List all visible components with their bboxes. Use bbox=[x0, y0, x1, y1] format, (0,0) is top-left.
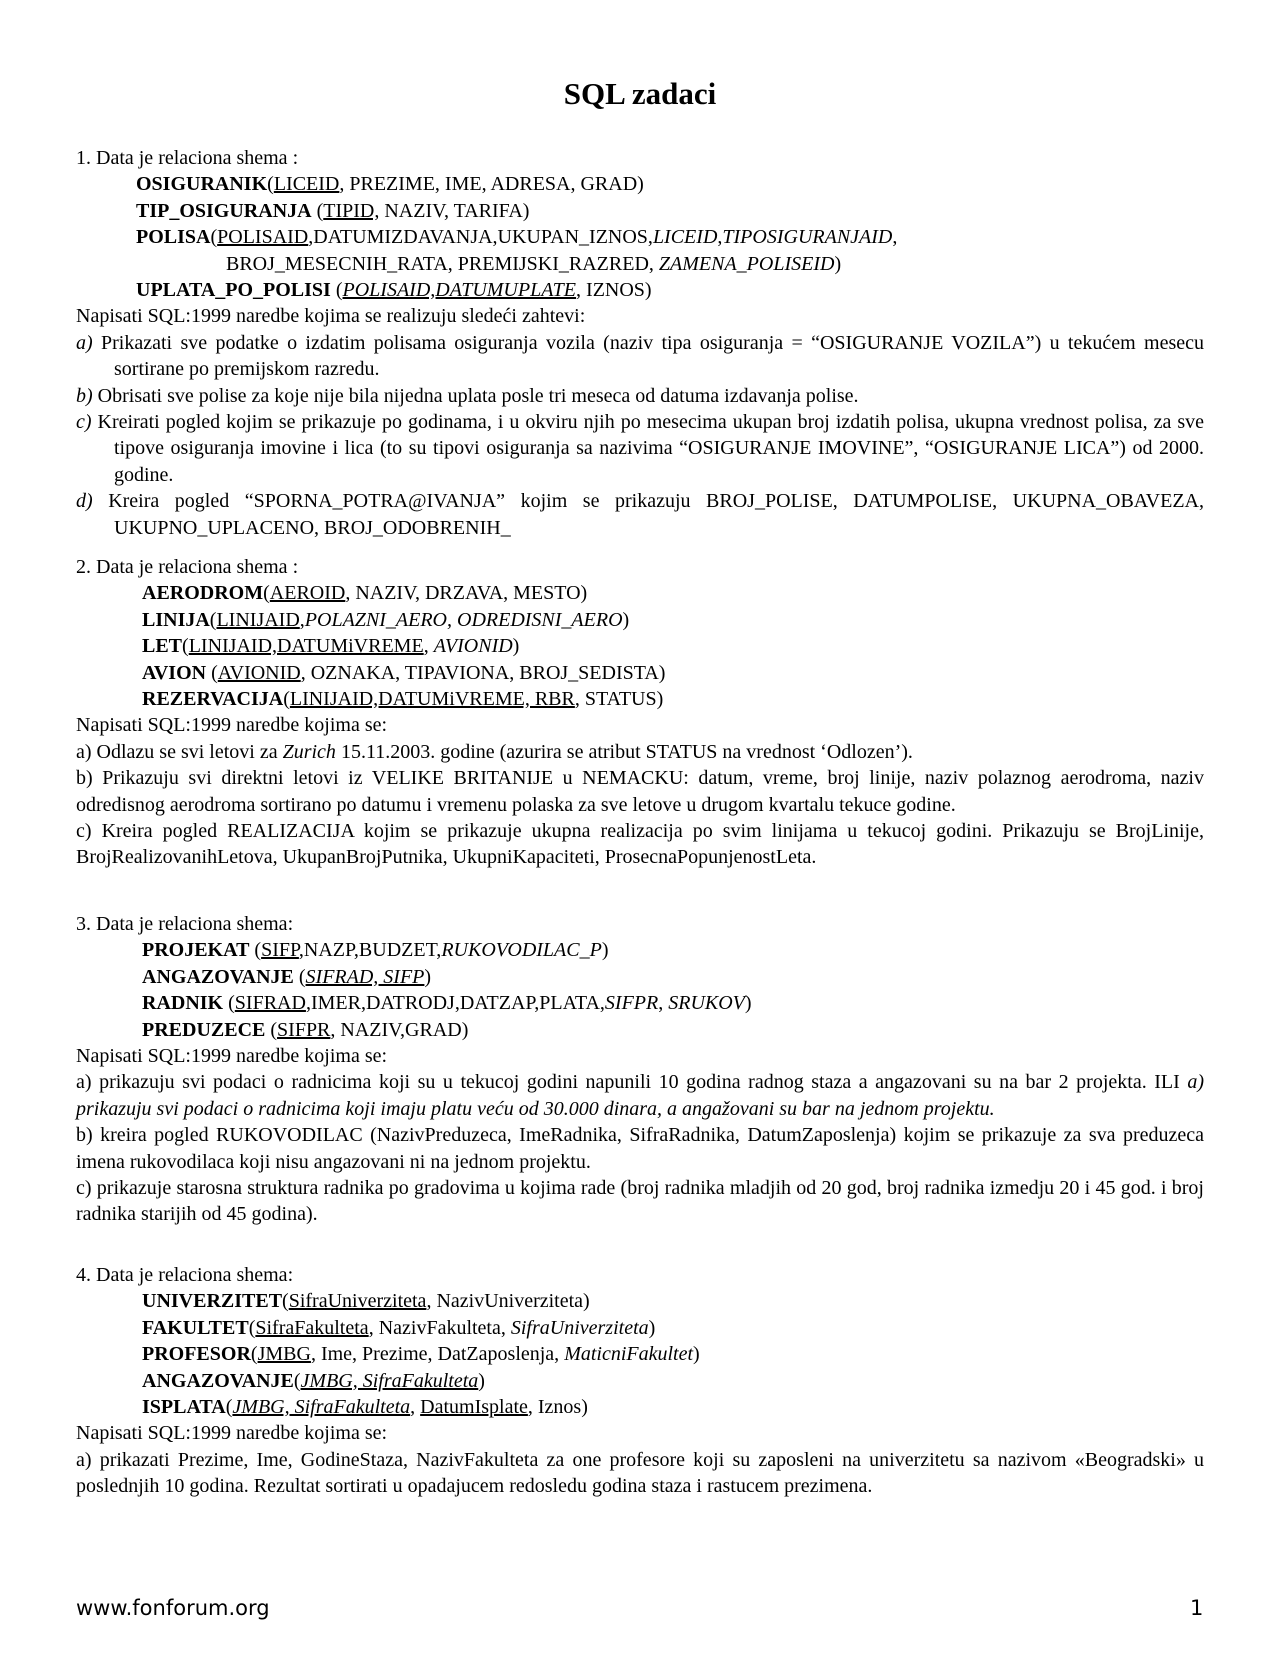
task-heading: 2. Data je relaciona shema : bbox=[76, 556, 299, 578]
relation-univerzitet: UNIVERZITET(SifraUniverziteta, NazivUniverziteta) bbox=[142, 1290, 590, 1313]
relation-linija: LINIJA(LINIJAID,POLAZNI_AERO, ODREDISNI_AERO) bbox=[142, 608, 630, 631]
requirement-b: b) kreira pogled RUKOVODILAC (NazivPreduzeca, ImeRadnika, SifraRadnika, DatumZaposlenja) kojim se prikazuje za sva preduzeca imena rukovodilaca koji nisu angazovani ni na jednom projektu. bbox=[76, 1124, 1204, 1173]
relation-angazovanje: ANGAZOVANJE(JMBG, SifraFakulteta) bbox=[142, 1369, 485, 1392]
relation-uplata-po-polisi: UPLATA_PO_POLISI (POLISAID,DATUMUPLATE, IZNOS) bbox=[136, 279, 652, 302]
relation-avion: AVION (AVIONID, OZNAKA, TIPAVIONA, BROJ_SEDISTA) bbox=[142, 661, 666, 684]
task-4 bbox=[76, 1262, 1204, 1500]
task-instruction: Napisati SQL:1999 naredbe kojima se realizuju sledeći zahtevi: bbox=[76, 305, 586, 328]
requirement-a: a) prikazati Prezime, Ime, GodineStaza, NazivFakulteta za one profesore koji su zaposleni na univerzitetu sa nazivom «Beogradski» u poslednjih 10 godina. Rezultat sortirati u opadajucem redosledu godina staza i rastucem prezimena. bbox=[76, 1448, 1204, 1498]
relation-tip-osiguranja: TIP_OSIGURANJA (TIPID, NAZIV, TARIFA) bbox=[136, 199, 530, 222]
requirement-c: c) Kreira pogled REALIZACIJA kojim se prikazuje ukupna realizacija po svim linijama u tekucoj godini. Prikazuju se BrojLinije, BrojRealizovanihLetova, UkupanBrojPutnika, UkupniKapaciteti, ProsecnaPopunjenostLeta. bbox=[76, 820, 1204, 869]
relation-aerodrom: AERODROM(AEROID, NAZIV, DRZAVA, MESTO) bbox=[142, 582, 588, 605]
relation-profesor: PROFESOR(JMBG, Ime, Prezime, DatZaposlenja, MaticniFakultet) bbox=[142, 1343, 700, 1366]
task-1 bbox=[76, 145, 1204, 541]
relation-angazovanje: ANGAZOVANJE (SIFRAD, SIFP) bbox=[142, 965, 432, 988]
requirement-b: b) Obrisati sve polise za koje nije bila nijedna uplata posle tri meseca od datuma izdavanja polise. bbox=[76, 384, 859, 407]
task-instruction: Napisati SQL:1999 naredbe kojima se: bbox=[76, 1045, 388, 1068]
task-2 bbox=[76, 554, 1204, 871]
requirement-d: d) Kreira pogled “SPORNA_POTRA@IVANJA” kojim se prikazuju BROJ_POLISE, DATUMPOLISE, UKUPNA_OBAVEZA, UKUPNO_UPLACENO, BROJ_ODOBRENIH_ bbox=[76, 490, 1204, 539]
requirement-c: c) Kreirati pogled kojim se prikazuje po godinama, i u okviru njih po mesecima ukupan broj izdatih polisa, ukupna vrednost polisa, za sve tipove osiguranja imovine i lica (to su tipovi osiguranja sa nazivima “OSIGURANJE IMOVINE”, “OSIGURANJE LICA”) od 2000. godine. bbox=[76, 411, 1204, 486]
relation-polisa: POLISA(POLISAID,DATUMIZDAVANJA,UKUPAN_IZNOS,LICEID,TIPOSIGURANJAID, BROJ_MESECNIH_RATA, PREMIJSKI_RAZRED, ZAMENA_POLISEID) bbox=[136, 226, 898, 275]
relation-let: LET(LINIJAID,DATUMiVREME, AVIONID) bbox=[142, 635, 520, 658]
requirement-a: a) Odlazu se svi letovi za Zurich 15.11.2003. godine (azurira se atribut STATUS na vrednost ‘Odlozen’). bbox=[76, 740, 913, 763]
task-heading: 4. Data je relaciona shema: bbox=[76, 1264, 294, 1286]
footer-website: www.fonforum.org bbox=[76, 1596, 270, 1620]
relation-fakultet: FAKULTET(SifraFakulteta, NazivFakulteta, SifraUniverziteta) bbox=[142, 1316, 656, 1339]
requirement-c: c) prikazuje starosna struktura radnika po gradovima u kojima rade (broj radnika mladjih od 20 god, broj radnika izmedju 20 i 45 god. i broj radnika starijih od 45 godina). bbox=[76, 1177, 1204, 1226]
task-instruction: Napisati SQL:1999 naredbe kojima se: bbox=[76, 714, 388, 737]
requirement-a: a) Prikazati sve podatke o izdatim polisama osiguranja vozila (naziv tipa osiguranja = “OSIGURANJE VOZILA”) u tekućem mesecu sortirane po premijskom razredu. bbox=[76, 331, 1204, 381]
requirement-a: a) prikazuju svi podaci o radnicima koji su u tekucoj godini napunili 10 godina radnog staza a angazovani su na bar 2 projekta. ILI a) prikazuju svi podaci o radnicima koji imaju platu veću od 30.000 dinara, a angažovani su bar na jednom projektu. bbox=[76, 1071, 1204, 1120]
requirement-b: b) Prikazuju svi direktni letovi iz VELIKE BRITANIJE u NEMACKU: datum, vreme, broj linije, naziv polaznog aerodroma, naziv odredisnog aerodroma sortirano po datumu i vremenu polaska za sve letove u drugom kvartalu tekuce godine. bbox=[76, 767, 1204, 816]
relation-projekat: PROJEKAT (SIFP,NAZP,BUDZET,RUKOVODILAC_P) bbox=[142, 939, 609, 962]
relation-preduzece: PREDUZECE (SIFPR, NAZIV,GRAD) bbox=[142, 1018, 469, 1041]
page-number: 1 bbox=[1190, 1596, 1204, 1620]
page-title: SQL zadaci bbox=[563, 76, 717, 111]
task-instruction: Napisati SQL:1999 naredbe kojima se: bbox=[76, 1422, 388, 1445]
relation-rezervacija: REZERVACIJA(LINIJAID,DATUMiVREME, RBR, STATUS) bbox=[142, 688, 664, 711]
relation-radnik: RADNIK (SIFRAD,IMER,DATRODJ,DATZAP,PLATA,SIFPR, SRUKOV) bbox=[142, 992, 752, 1015]
task-heading: 3. Data je relaciona shema: bbox=[76, 913, 294, 935]
relation-osiguranik: OSIGURANIK(LICEID, PREZIME, IME, ADRESA, GRAD) bbox=[136, 173, 644, 196]
task-heading: 1. Data je relaciona shema : bbox=[76, 147, 299, 169]
task-3 bbox=[76, 911, 1204, 1228]
relation-isplata: ISPLATA(JMBG, SifraFakulteta, DatumIsplate, Iznos) bbox=[142, 1396, 588, 1419]
